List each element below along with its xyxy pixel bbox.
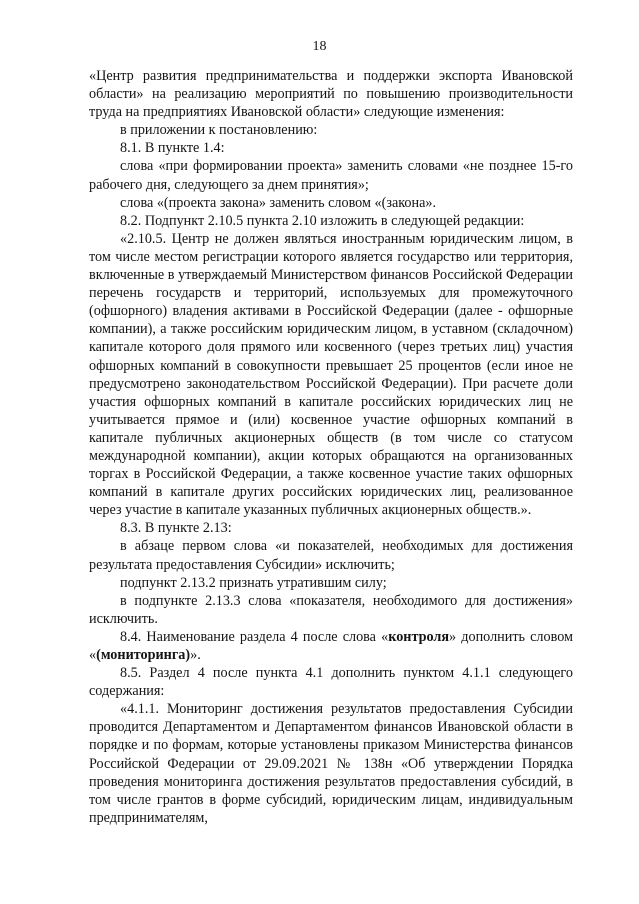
paragraph: слова «при формировании проекта» заменить словами «не позднее 15-го рабочего дня, следующего за днем принятия»; <box>89 158 573 193</box>
paragraph: «4.1.1. Мониторинг достижения результатов предоставления Субсидии проводится Департаментом и Департаментом финансов Ивановской области в порядке и по формам, которые установлены приказом Министерства финансов Российской Федерации от 29.09.2021 № 138н «Об утверждении Порядка проведения мониторинга достижения результатов предоставления субсидий, в том числе грантов в форме субсидий, юридическим лицам, индивидуальным предпринимателям, <box>89 701 573 826</box>
paragraph: 8.2. Подпункт 2.10.5 пункта 2.10 изложить в следующей редакции: <box>120 212 525 229</box>
paragraph <box>89 628 573 664</box>
bold-text: контроля <box>388 628 450 645</box>
paragraph: «2.10.5. Центр не должен являться иностранным юридическим лицом, в том числе местом регистрации которого является государство или территория, включенные в утверждаемый Министерством финансов Российской Федерации перечень государств и территорий, используемых для промежуточного (офшорного) владения активами в Российской Федерации (далее - офшорные компании), а также российским юридическим лицом, в уставном (складочном) капитале которого доля прямого или косвенного (через третьих лиц) участия офшорных компаний в совокупности превышает 25 процентов (если иное не предусмотрено законодательством Российской Федерации). При расчете доли участия офшорных компаний в капитале российских юридических лиц не учитывается прямое и (или) косвенное участие офшорных компаний в капитале публичных акционерных обществ (в том числе со статусом международной компании), акции которых обращаются на организованных торгах в Российской Федерации, а также косвенное участие таких офшорных компаний в капитале других российских юридических лиц, реализованное через участие в капитале указанных публичных акционерных обществ.». <box>89 230 573 519</box>
paragraph: 8.3. В пункте 2.13: <box>120 520 232 537</box>
paragraph: в приложении к постановлению: <box>120 122 318 139</box>
text-run: » дополнить словом « <box>89 628 573 663</box>
paragraph: слова «(проекта закона» заменить словом «(закона». <box>120 194 437 211</box>
paragraph: подпункт 2.13.2 признать утратившим силу; <box>120 574 387 591</box>
paragraph: 8.5. Раздел 4 после пункта 4.1 дополнить пунктом 4.1.1 следующего содержания: <box>89 665 573 700</box>
page-number: 18 <box>312 39 327 54</box>
document-body <box>89 67 573 827</box>
text-run: 8.4. Наименование раздела 4 после слова « <box>120 628 389 645</box>
paragraph: «Центр развития предпринимательства и поддержки экспорта Ивановской области» на реализацию мероприятий по повышению производительности труда на предприятиях Ивановской области» следующие изменения: <box>89 68 573 121</box>
paragraph: 8.1. В пункте 1.4: <box>120 140 225 157</box>
paragraph: в абзаце первом слова «и показателей, необходимых для достижения результата предоставления Субсидии» исключить; <box>89 538 573 573</box>
text-run: ». <box>190 647 201 663</box>
bold-text: (мониторинга) <box>96 647 191 663</box>
paragraph: в подпункте 2.13.3 слова «показателя, необходимого для достижения» исключить. <box>89 592 573 627</box>
